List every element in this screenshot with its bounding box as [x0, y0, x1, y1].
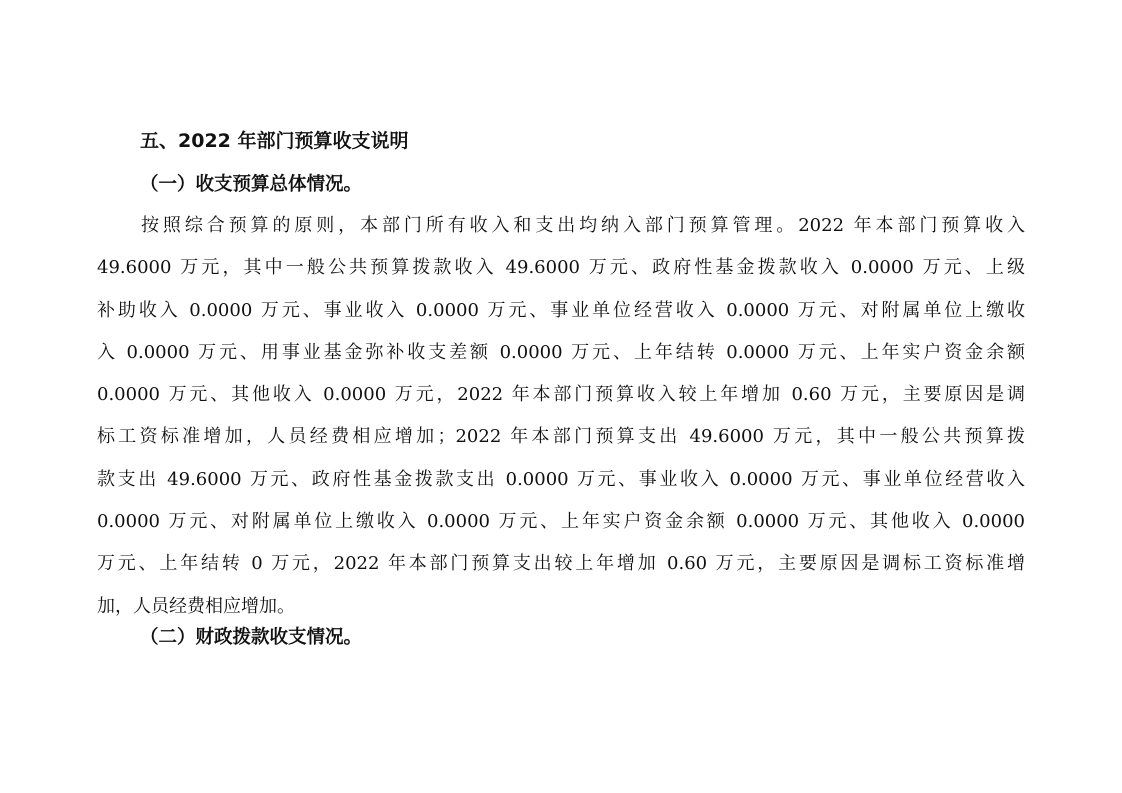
- subheading-fiscal-allocation: （二）财政拨款收支情况。: [140, 627, 363, 648]
- paragraph-line: 按照综合预算的原则，本部门所有收入和支出均纳入部门预算管理。2022 年本部门预算收入: [141, 215, 1025, 236]
- paragraph-line: 加，人员经费相应增加。: [97, 595, 295, 617]
- body-paragraph: [97, 205, 1025, 628]
- section-heading: 五、2022 年部门预算收支说明: [140, 130, 409, 152]
- paragraph-line: 49.6000 万元，其中一般公共预算拨款收入 49.6000 万元、政府性基金拨款收入 0.0000 万元、上级: [97, 257, 1025, 279]
- paragraph-line: 万元、上年结转 0 万元，2022 年本部门预算支出较上年增加 0.60 万元，主要原因是调标工资标准增: [97, 553, 1025, 575]
- paragraph-line: 0.0000 万元、其他收入 0.0000 万元，2022 年本部门预算收入较上年增加 0.60 万元，主要原因是调: [97, 384, 1025, 406]
- subheading-overall-budget: （一）收支预算总体情况。: [140, 174, 363, 195]
- paragraph-line: 标工资标准增加，人员经费相应增加；2022 年本部门预算支出 49.6000 万元，其中一般公共预算拨: [97, 426, 1025, 448]
- paragraph-line: 补助收入 0.0000 万元、事业收入 0.0000 万元、事业单位经营收入 0.0000 万元、对附属单位上缴收: [97, 299, 1025, 321]
- paragraph-line: 0.0000 万元、对附属单位上缴收入 0.0000 万元、上年实户资金余额 0.0000 万元、其他收入 0.0000: [97, 511, 1025, 533]
- paragraph-line: 款支出 49.6000 万元、政府性基金拨款支出 0.0000 万元、事业收入 0.0000 万元、事业单位经营收入: [97, 468, 1025, 490]
- paragraph-line: 入 0.0000 万元、用事业基金弥补收支差额 0.0000 万元、上年结转 0.0000 万元、上年实户资金余额: [97, 341, 1025, 363]
